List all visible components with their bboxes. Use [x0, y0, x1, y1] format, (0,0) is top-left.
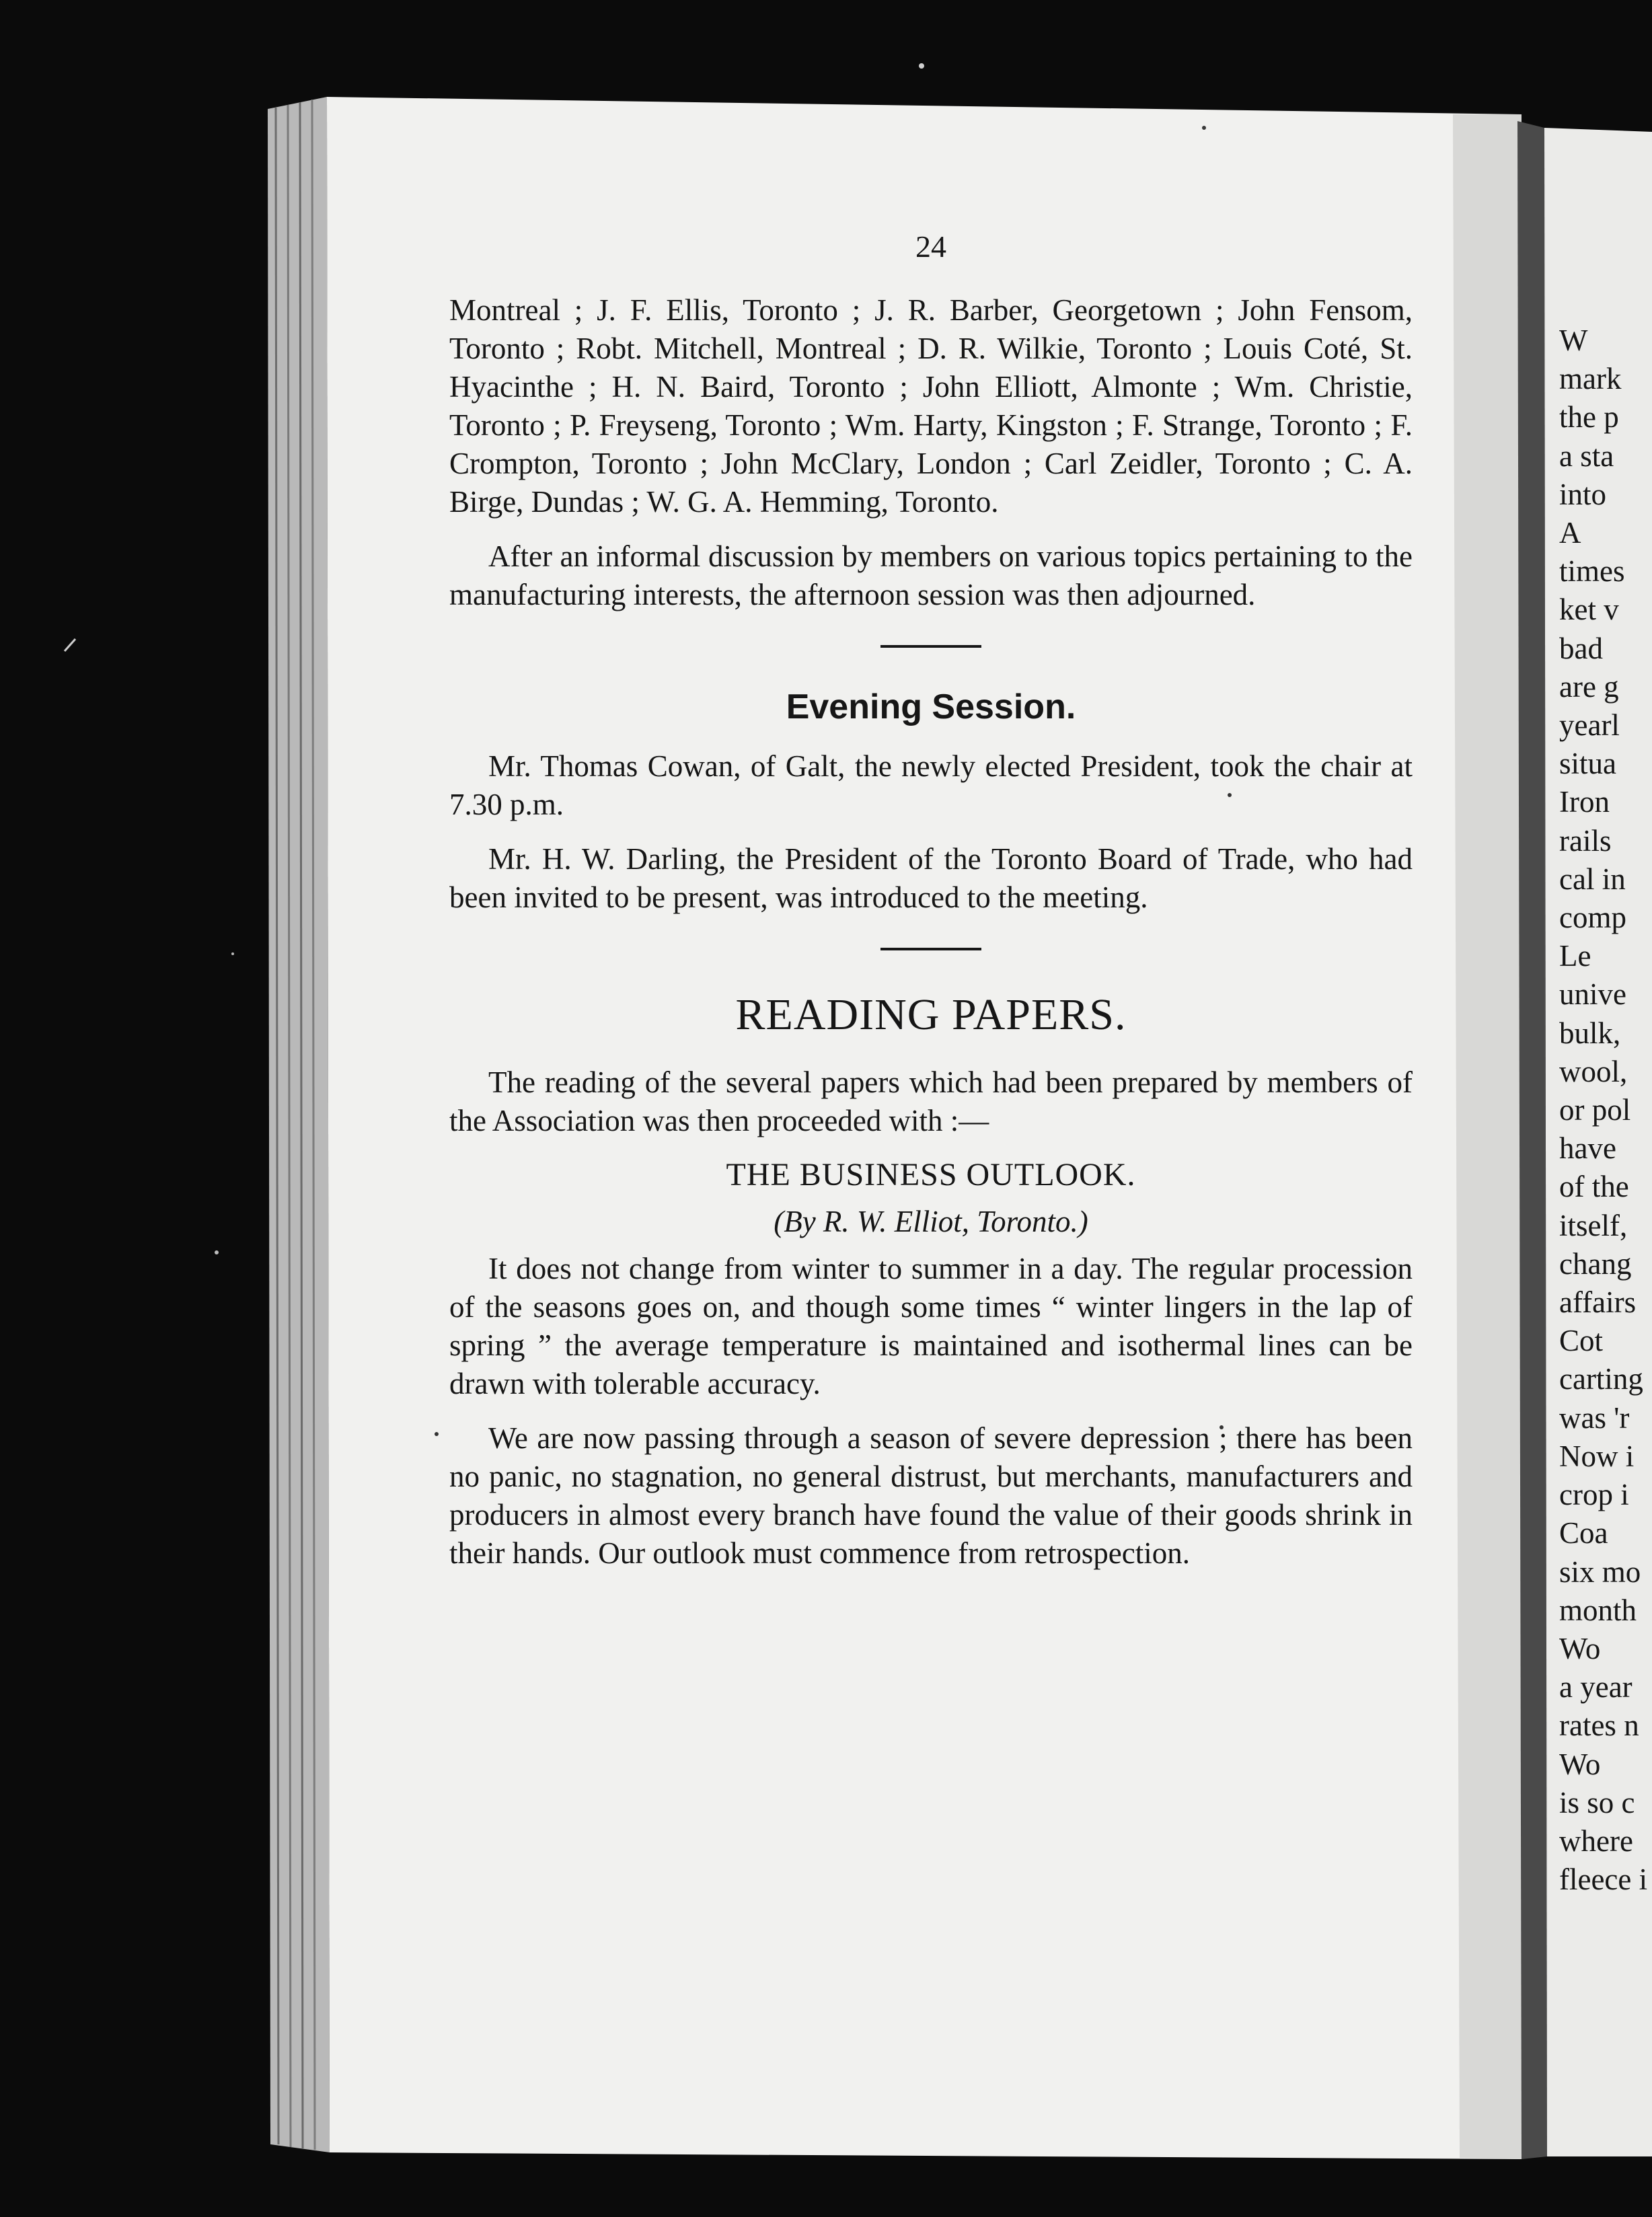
attendees-paragraph: Montreal ; J. F. Ellis, Toronto ; J. R. Barber, Georgetown ; John Fensom, Toronto ; Robt. Mitchell, Montreal ; D. R. Wilkie, Toronto ; Louis Coté, St. Hyacinthe ; H. N. Baird, Toronto ; John Elliott, Almonte ; Wm. Christie, Toronto ; P. Freyseng, Toronto ; Wm. Harty, Kingston ; F. Strange, Toronto ; F. Crompton, Toronto ; John McClary, London ; Carl Zeidler, Toronto ; C. A. Birge, Dundas ; W. G. A. Hemming, Toronto.	[449, 293, 1413, 519]
darling-paragraph: Mr. H. W. Darling, the President of the Toronto Board of Trade, who had been invited to be present, was introduced to the meeting.	[449, 842, 1413, 914]
right-page-line: Iron	[1559, 785, 1610, 819]
reading-papers-heading: READING PAPERS.	[735, 990, 1127, 1039]
right-page-line: have	[1559, 1131, 1616, 1166]
evening-session-heading: Evening Session.	[786, 687, 1076, 726]
right-page-line: yearl	[1559, 708, 1620, 743]
right-page-line: Wo	[1559, 1631, 1601, 1665]
adjourn-paragraph: After an informal discussion by members on various topics pertaining to the manufacturing interests, the afternoon session was then adjourned.	[449, 539, 1413, 611]
gutter-fold	[1517, 121, 1547, 2159]
right-page-line: Cot	[1559, 1324, 1604, 1358]
right-page-line: crop i	[1559, 1478, 1629, 1512]
right-page-line: W	[1559, 324, 1588, 357]
right-page-line: or pol	[1559, 1093, 1631, 1127]
right-page-line: was 'r	[1559, 1400, 1630, 1435]
right-page-line: into	[1559, 477, 1607, 511]
right-page-line: Le	[1559, 939, 1591, 973]
right-page-line: A	[1559, 516, 1581, 550]
right-page-line: fleece i	[1559, 1863, 1648, 1897]
right-page-line: where	[1559, 1824, 1633, 1858]
page-number: 24	[915, 229, 946, 264]
right-page-line: cal in	[1559, 862, 1626, 896]
right-page-line: Wo	[1559, 1747, 1601, 1781]
outlook-paragraph-1: It does not change from winter to summer in a day. The regular procession of the seasons goes on, and though some times “ winter lingers in the lap of spring ” the average temperature is maintained and isothermal lines can be drawn with tolerable accuracy.	[449, 1252, 1413, 1400]
right-page-line: Now i	[1559, 1439, 1635, 1473]
chair-paragraph: Mr. Thomas Cowan, of Galt, the newly elected President, took the chair at 7.30 p.m.	[449, 749, 1413, 821]
right-page-line: rails	[1559, 823, 1612, 858]
right-page-line: the p	[1559, 400, 1619, 435]
right-page-line: wool,	[1559, 1054, 1628, 1088]
right-page-line: month	[1559, 1593, 1637, 1627]
gutter-shadow	[1453, 114, 1522, 2159]
right-page-line: unive	[1559, 977, 1626, 1012]
right-page-line: bulk,	[1559, 1016, 1621, 1050]
right-page-line: comp	[1559, 901, 1626, 935]
right-page-line: a sta	[1559, 439, 1614, 473]
business-outlook-heading: THE BUSINESS OUTLOOK.	[726, 1157, 1136, 1193]
reading-paragraph: The reading of the several papers which had been prepared by members of the Association was then proceeded with :—	[449, 1065, 1413, 1137]
right-page-line: rates n	[1559, 1708, 1639, 1743]
section-divider	[880, 948, 981, 950]
outlook-byline: (By R. W. Elliot, Toronto.)	[774, 1205, 1088, 1238]
section-divider	[880, 645, 981, 648]
right-page-line: ket v	[1559, 593, 1619, 627]
right-page-line: times	[1559, 554, 1625, 589]
right-page-line: of the	[1559, 1170, 1629, 1204]
right-page-line: chang	[1559, 1246, 1632, 1281]
right-page-line: six mo	[1559, 1554, 1641, 1589]
right-page-line: situa	[1559, 747, 1616, 781]
right-page-line: mark	[1559, 362, 1622, 396]
right-page-line: affairs	[1559, 1285, 1637, 1320]
right-page-line: bad	[1559, 631, 1603, 665]
right-page-line: itself,	[1559, 1208, 1628, 1242]
outlook-paragraph-2: We are now passing through a season of severe depression ; there has been no panic, no stagnation, no general distrust, but merchants, manufacturers and producers in almost every branch have found the value of their goods shrink in their hands. Our outlook must commence from retrospection.	[449, 1421, 1413, 1570]
right-page-line: carting	[1559, 1362, 1643, 1396]
right-page-line: Coa	[1559, 1516, 1608, 1550]
right-page-fragment	[1559, 322, 1652, 1899]
left-page	[449, 229, 1413, 1589]
right-page-line: is so c	[1559, 1785, 1635, 1819]
right-page-line: are g	[1559, 669, 1619, 704]
right-page-line: a year	[1559, 1670, 1632, 1704]
